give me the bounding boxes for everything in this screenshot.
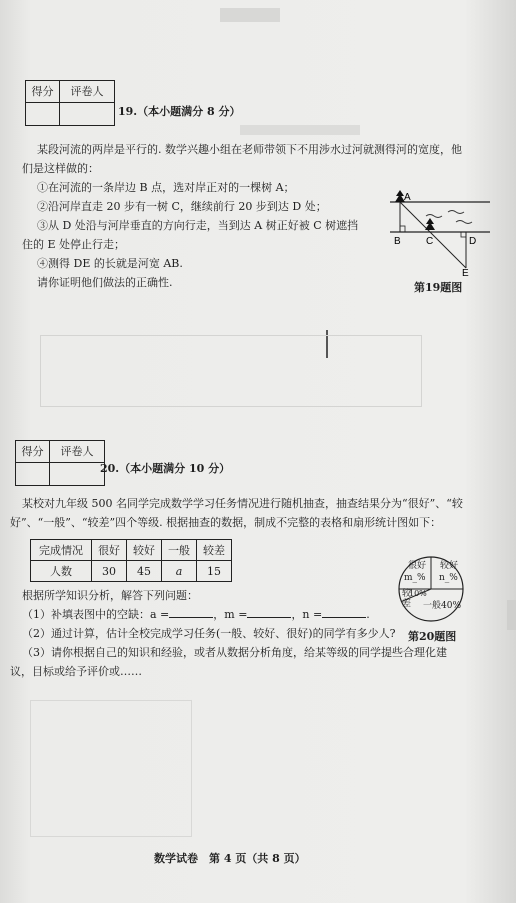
q19-prove: 请你证明他们做法的正确性. xyxy=(37,276,173,289)
q19-step4: ④测得 DE 的长就是河宽 AB. xyxy=(37,257,183,270)
pie-very-good-label: 很好 xyxy=(408,561,427,571)
q19-intro-line2: 们是这样做的： xyxy=(22,162,99,175)
q20-sub2: （2）通过计算，估计全校完成学习任务(一般、较好、很好)的同学有多少人? xyxy=(22,627,396,640)
label-D: D xyxy=(469,236,477,247)
pie-average-label: 一般40% xyxy=(423,601,462,611)
table-cell: 15 xyxy=(197,561,232,582)
q20-results-table xyxy=(30,539,232,582)
table-header-cell: 较好 xyxy=(127,540,162,561)
q19-figure-caption: 第19题图 xyxy=(414,281,463,294)
table-header-cell: 很好 xyxy=(92,540,127,561)
bleed-through-mark xyxy=(507,600,516,630)
q20-intro-line1: 某校对九年级 500 名同学完成数学学习任务情况进行随机抽查，抽查结果分为“很好”、“较 xyxy=(22,497,463,510)
answer-blank-a xyxy=(169,605,213,618)
page-footer: 数学试卷 第 4 页（共 8 页） xyxy=(154,852,306,865)
pie-good-label: 较好 xyxy=(440,561,459,571)
grader-cell xyxy=(60,103,114,125)
pie-very-good-pct: m_% xyxy=(404,573,426,583)
q20-sub3-line1: （3）请你根据自己的知识和经验，或者从数据分析角度，给某等级的同学提些合理化建 xyxy=(22,646,447,659)
q20-sub3-line2: 议，目标或给予评价或…… xyxy=(10,665,142,678)
q19-header: 19.（本小题满分 8 分） xyxy=(118,105,241,118)
bleed-through-mark xyxy=(240,125,360,135)
score-label: 得分 xyxy=(16,441,50,463)
q20-figure-caption: 第20题图 xyxy=(408,630,457,643)
table-cell: 30 xyxy=(92,561,127,582)
label-B: B xyxy=(394,236,401,247)
q20-analysis: 根据所学知识分析，解答下列问题： xyxy=(22,589,198,602)
grader-label: 评卷人 xyxy=(50,441,104,463)
table-cell: 人数 xyxy=(31,561,92,582)
label-E: E xyxy=(462,268,469,276)
pie-poor-label2: 差 xyxy=(402,599,412,609)
table-cell: a xyxy=(162,561,197,582)
score-label: 得分 xyxy=(26,81,60,103)
q19-river-figure xyxy=(386,186,496,276)
pie-poor-label: 较 xyxy=(402,589,412,599)
q20-score-box xyxy=(15,440,105,486)
bleed-through-mark xyxy=(220,8,280,22)
answer-blank-n xyxy=(322,605,366,618)
answer-blank-m xyxy=(247,605,291,618)
bleed-through-mark xyxy=(40,335,422,407)
pie-good-pct: n_% xyxy=(439,573,458,583)
table-row xyxy=(31,561,232,582)
table-header-row xyxy=(31,540,232,561)
table-header-cell: 完成情况 xyxy=(31,540,92,561)
q20-header: 20.（本小题满分 10 分） xyxy=(100,462,231,475)
label-C: C xyxy=(426,236,434,247)
sub1-prefix: （1）补填表图中的空缺：a = xyxy=(22,608,170,621)
q19-score-box xyxy=(25,80,115,126)
q19-step1: ①在河流的一条岸边 B 点，选对岸正对的一棵树 A； xyxy=(37,181,295,194)
q20-sub1 xyxy=(22,605,370,625)
q20-intro-line2: 好”、“一般”、“较差”四个等级. 根据抽查的数据，制成不完整的表格和扇形统计图如下： xyxy=(10,516,442,529)
sub1-n: ，n = xyxy=(291,608,323,621)
table-cell: 45 xyxy=(127,561,162,582)
grader-label: 评卷人 xyxy=(60,81,114,103)
q19-step2: ②沿河岸直走 20 步有一树 C，继续前行 20 步到达 D 处； xyxy=(37,200,327,213)
bleed-through-mark xyxy=(30,700,192,837)
label-A: A xyxy=(404,192,411,203)
sub1-end: . xyxy=(366,608,370,621)
q19-intro-line1: 某段河流的两岸是平行的. 数学兴趣小组在老师带领下不用涉水过河就测得河的宽度，他 xyxy=(37,143,462,156)
pie-poor-pct: 10% xyxy=(409,589,427,598)
score-cell xyxy=(16,463,50,485)
table-header-cell: 较差 xyxy=(197,540,232,561)
sub1-m: ，m = xyxy=(213,608,248,621)
q19-step3-line2: 住的 E 处停止行走； xyxy=(22,238,126,251)
q19-step3-line1: ③从 D 处沿与河岸垂直的方向行走，当到达 A 树正好被 C 树遮挡 xyxy=(37,219,359,232)
score-cell xyxy=(26,103,60,125)
table-header-cell: 一般 xyxy=(162,540,197,561)
grader-cell xyxy=(50,463,104,485)
